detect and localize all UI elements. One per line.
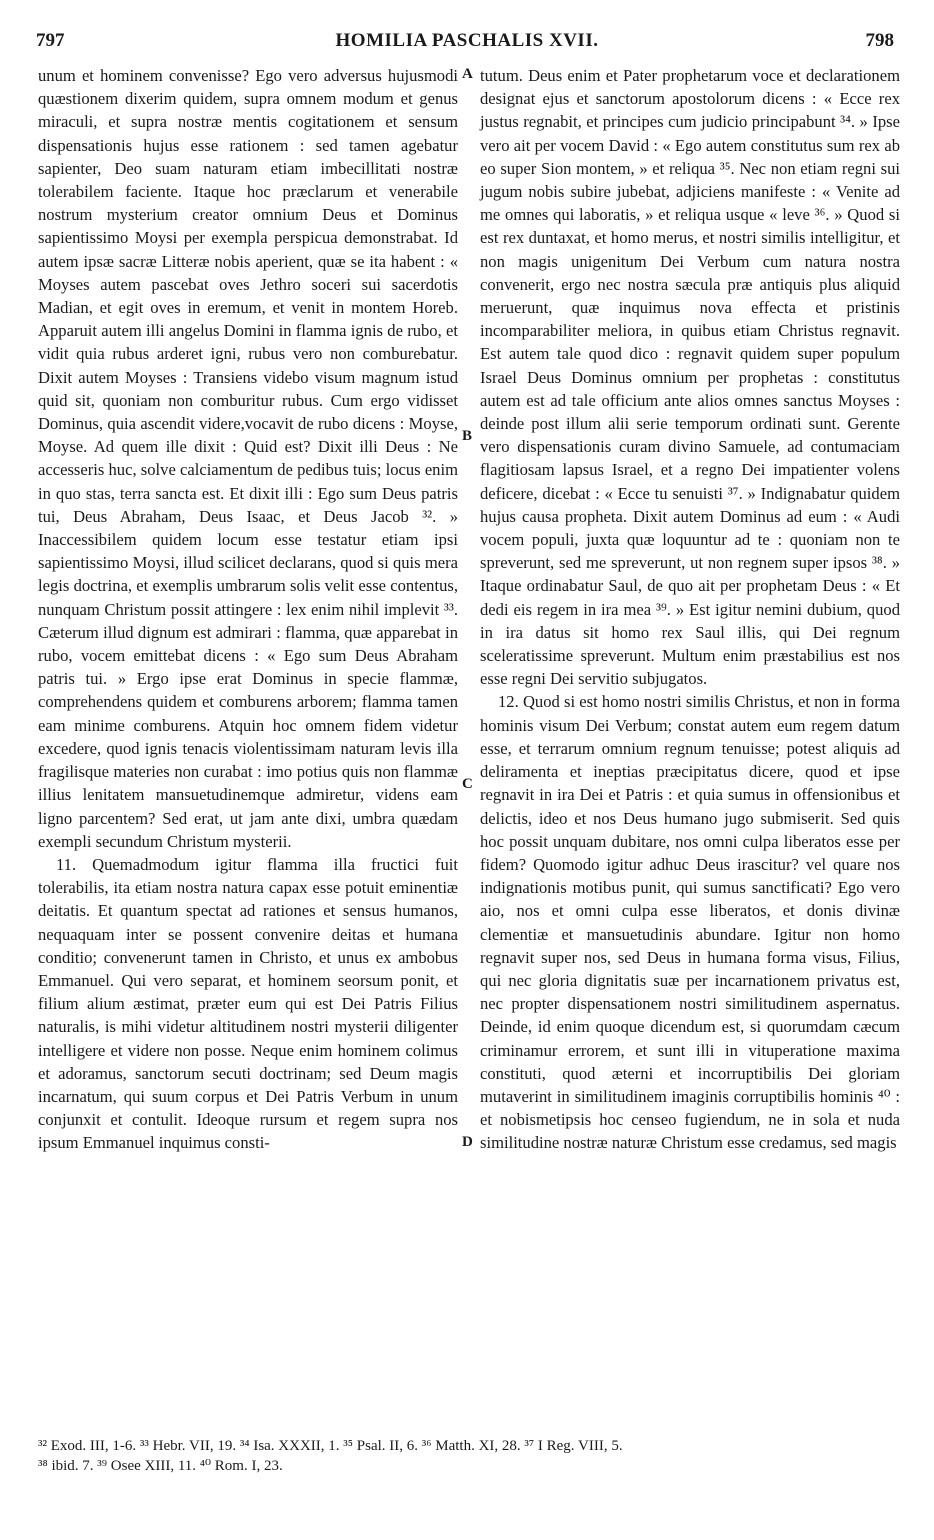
- right-paragraph: 12. Quod si est homo nostri similis Christus, et non in forma hominis visum Dei Verbum; constat autem eum regem datum esse, et terrarum omnium regnum tenuisse; potest aliquis ad deliramenta et ineptias præcipitatus dicere, quod et ipse regnavit in ira Dei et Patris : et quia sumus in offensionibus et delictis, ideo et nos Deus humano jugo submiserit. Sed quis hoc possit unquam dubitare, nos omni culpa liberatos esse per fidem? Quomodo igitur adhuc Deus irascitur? vel quare nos indignationis motibus punit, qui sumus sanctificati? Ego vero aio, nos et omni culpa esse liberatos, et donis divinæ clementiæ et mansuetudinis abundare. Igitur non homo regnavit super nos, sed Deus in humana forma visus, Filius, qui nec gloria dignitatis suæ per incarnationem privatus est, nec propter dispensationem nostri similitudinem aspernatus. Deinde, id enim quoque dicendum est, si quorumdam cæcum criminamur errorem, et sunt illi in vituperatione maxima constituti, quod æterni et incorruptibilis Dei gloriam mutaverint in similitudinem imaginis corruptibilis hominis ⁴⁰ : et nobismetipsis hoc censeo fugiendum, ne in sola et nuda similitudine nostræ naturæ Christum esse credamus, sed magis: [480, 692, 900, 1153]
- right-paragraph: tutum. Deus enim et Pater prophetarum voce et declarationem designat ejus et sanctorum apostolorum dicens : « Ecce rex justus regnabit, et principes cum judicio principabunt ³⁴. » Ipse vero ait per vocem David : « Ego autem constitutus sum rex ab eo super Sion montem, » et reliqua ³⁵. Nec non etiam regni sui jugum nobis subire jubebat, adjiciens manifeste : « Venite ad me omnes qui laboratis, » et reliqua usque « leve ³⁶. » Quod si est rex duntaxat, et homo merus, et nostri similis intelligitur, et non magis unigenitum Dei Verbum cum natura nostra convenerit, ergo nec nostra sæcula præ antiquis plus aliquid meruerunt, quæ inquimus nova effecta et pristinis incomparabiliter meliora, in quibus etiam Christus regnavit. Est autem tale quod dico : regnavit quidem super populum Israel Deus Dominus omnium per prophetas : constitutus autem est ad tale officium ante alios omnes sanctus Moyses : deinde post illum alii serie temporum ordinati sunt. Gerente vero dispensationis curam divino Samuele, ad contumaciam flagitiosam lapsus Israel, et a regno Dei impatienter volens deficere, dicebat : « Ecce tu senuisti ³⁷. » Indignabatur quidem hujus causa propheta. Dixit autem Dominus ad eum : « Audi vocem populi, juxta quæ loquuntur ad te : quoniam non te spreverunt, sed me spreverunt, ut non regnem super ipsos ³⁸. » Itaque ordinabatur Saul, de quo ait per prophetam Deus : « Et dedi eis regem in ira mea ³⁹. » Est igitur nemini dubium, quod in ira datus sit homo rex Saul illis, qui Dei regnum sceleratissime spreverunt. Multum enim præstabilius est nos esse regni Dei servitio subjugatos.: [480, 66, 900, 689]
- running-title: HOMILIA PASCHALIS XVII.: [335, 30, 599, 51]
- running-header: [0, 30, 934, 58]
- margin-marker-b: B: [462, 428, 473, 444]
- margin-marker-d: D: [462, 1134, 473, 1150]
- footnotes: [38, 1436, 898, 1476]
- left-paragraph: 11. Quemadmodum igitur flamma illa fructici fuit tolerabilis, ita etiam nostra natura capax esse potuit eminentiæ deitatis. Et quantum spectat ad rationes et sensus humanos, nequaquam inter se possent convenire deitas et humana conditio; convenerunt tamen in Christo, et unus ex ambobus Emmanuel. Qui vero separat, et hominem seorsum ponit, et filium alium æstimat, præter eum qui est Dei Patris Filius naturalis, is mihi videtur altitudinem nostri mysterii diligenter intelligere et videre non posse. Neque enim hominem colimus et adoramus, sanctorum secuti doctrinam; sed Deum magis incarnatum, qui suum corpus et Dei Patris Verbum in unum conjunxit et contulit. Ideoque rursum et regem supra nos ipsum Emmanuel inquimus consti-: [38, 854, 458, 1153]
- margin-marker-c: C: [462, 776, 473, 792]
- footnote-line: ³² Exod. III, 1-6. ³³ Hebr. VII, 19. ³⁴ Isa. XXXII, 1. ³⁵ Psal. II, 6. ³⁶ Matth. XI, 28. ³⁷ I Reg. VIII, 5.: [38, 1438, 623, 1454]
- left-page-number: 797: [36, 30, 65, 51]
- margin-marker-a: A: [462, 66, 473, 82]
- footnote-line: ³⁸ ibid. 7. ³⁹ Osee XIII, 11. ⁴⁰ Rom. I, 23.: [38, 1458, 283, 1474]
- left-paragraph: unum et hominem convenisse? Ego vero adversus hujusmodi quæstionem dixerim quidem, supra omnem modum et genus miraculi, et supra nostræ mentis cogitationem et sensum dispensationis hujus esse rationem : sed tamen agebatur sapienter, Deo suam naturam etiam imbecillitati nostræ tolerabilem faciente. Itaque hoc præclarum et venerabile nostrum mysterium creator omnium Deus et Dominus sapientissimo Moysi per exempla perspicua demonstrabat. Id autem ipsæ sacræ Litteræ nobis aperient, quæ se ita habent : « Moyses autem pascebat oves Jethro soceri sui sacerdotis Madian, et egit oves in eremum, et venit in montem Horeb. Apparuit autem illi angelus Domini in flamma ignis de rubo, et vidit quia rubus arderet igni, rubus vero non comburebatur. Dixit autem Moyses : Transiens videbo visum magnum istud quid sit, quoniam non comburitur rubus. Cum ergo vidisset Dominus, quia ascendit videre,vocavit de rubo dicens : Moyse, Moyse. Ad quem ille dixit : Quid est? Dixit illi Deus : Ne accesseris huc, solve calciamentum de pedibus tuis; locus enim in quo stas, terra sancta est. Et dixit illi : Ego sum Deus patris tui, Deus Abraham, Deus Isaac, et Deus Jacob ³². » Inaccessibilem quidem locum esse testatur etiam ipsi sapientissimo Moysi, illud scilicet declarans, quod si quis mera legis doctrina, et exemplis umbrarum solis velit esse contentus, nunquam Christum possit attingere : lex enim nihil implevit ³³. Cæterum illud dignum est admirari : flamma, quæ apparebat in rubo, vocem emittebat dicens : « Ego sum Deus Abraham patris tui. » Ergo ipse erat Dominus in specie flammæ, comprehendens quidem et comburens arborem; flamma tamen eam minime comburens. Atquin hoc omnem fidem videtur excedere, quod ignis tenacis violentissimam naturam levis illa fragilisque materies non curabat : imo potius quis non flammæ illius lenitatem mansuetudinemque admiretur, videns eam ligno parcentem? Sed erat, ut jam ante dixi, umbra quædam exempli secundum Christum mysterii.: [38, 66, 458, 851]
- right-column: [480, 64, 900, 1155]
- right-page-number: 798: [865, 30, 894, 51]
- left-column: [38, 64, 458, 1155]
